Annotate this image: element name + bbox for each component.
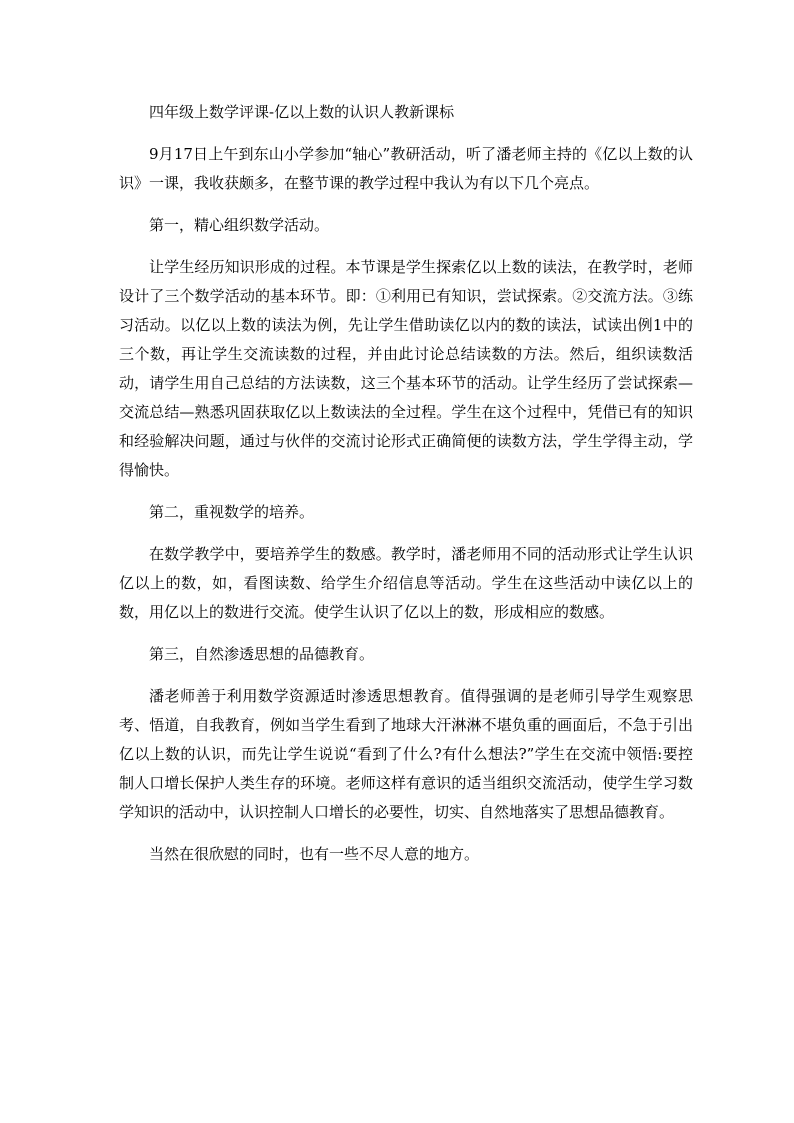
paragraph-intro: 9月17日上午到东山小学参加“轴心”教研活动，听了潘老师主持的《亿以上数的认识》一课，我收获颇多，在整节课的教学过程中我认为有以下几个亮点。 xyxy=(119,145,693,192)
paragraph-closing: 当然在很欣慰的同时，也有一些不尽人意的地方。 xyxy=(149,845,480,863)
paragraph-point-two: 在数学教学中，要培养学生的数感。教学时，潘老师用不同的活动形式让学生认识亿以上的数，如，看图读数、给学生介绍信息等活动。学生在这些活动中读亿以上的数，用亿以上的数进行交流。使学生认识了亿以上的数，形成相应的数感。 xyxy=(119,545,693,621)
heading-point-two: 第二，重视数学的培养。 xyxy=(149,503,315,521)
paragraph-point-three: 潘老师善于利用数学资源适时渗透思想教育。值得强调的是老师引导学生观察思考、悟道，自我教育，例如当学生看到了地球大汗淋淋不堪负重的画面后，不急于引出亿以上数的认识，而先让学生说说“看到了什么?有什么想法?”学生在交流中领悟:要控制人口增长保护人类生存的环境。老师这样有意识的适当组织交流活动，使学生学习数学知识的活动中，认识控制人口增长的必要性，切实、自然地落实了思想品德教育。 xyxy=(119,687,693,821)
heading-point-three: 第三，自然渗透思想的品德教育。 xyxy=(149,645,375,663)
paragraph-point-one: 让学生经历知识形成的过程。本节课是学生探索亿以上数的读法，在教学时，老师设计了三个数学活动的基本环节。即：①利用已有知识，尝试探索。②交流方法。③练习活动。以亿以上数的读法为例，先让学生借助读亿以内的数的读法，试读出例1中的三个数，再让学生交流读数的过程，并由此讨论总结读数的方法。然后，组织读数活动，请学生用自己总结的方法读数，这三个基本环节的活动。让学生经历了尝试探索—交流总结—熟悉巩固获取亿以上数读法的全过程。学生在这个过程中，凭借已有的知识和经验解决问题，通过与伙伴的交流讨论形式正确简便的读数方法，学生学得主动，学得愉快。 xyxy=(119,258,693,479)
heading-point-one: 第一，精心组织数学活动。 xyxy=(149,216,330,234)
document-title: 四年级上数学评课-亿以上数的认识人教新课标 xyxy=(149,103,455,121)
document-page xyxy=(119,98,693,869)
